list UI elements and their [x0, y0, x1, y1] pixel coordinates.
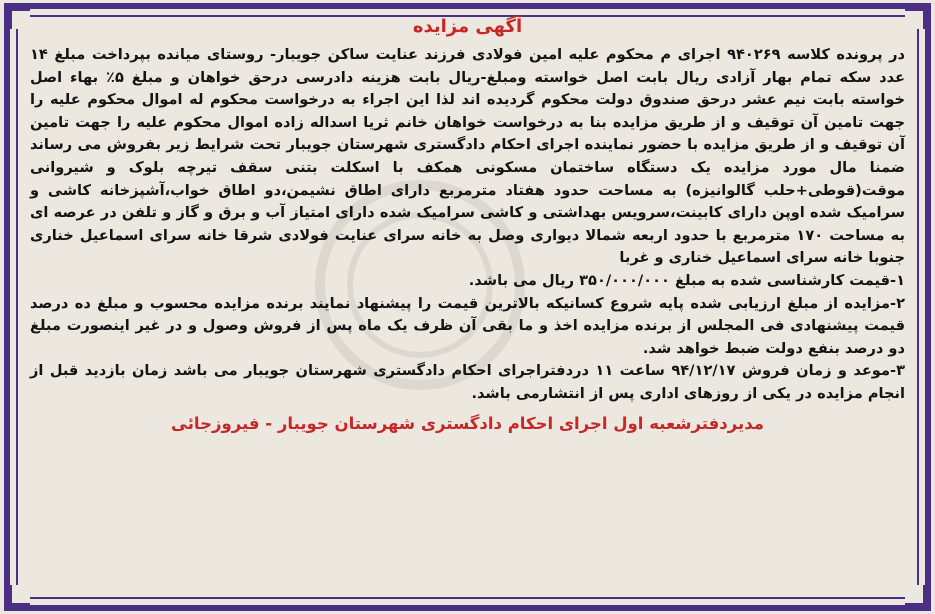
frame-corner-ornament — [8, 585, 30, 607]
frame-corner-ornament — [905, 7, 927, 29]
notice-content — [30, 14, 905, 594]
notice-item-3: ۳-موعد و زمان فروش ۹۴/۱۲/۱۷ ساعت ۱۱ دردفتراجرای احکام دادگستری شهرستان جویبار می باشد زمان بازدید قبل از انجام مزایده در یکی از روزهای اداری پس از انتشارمی باشد. — [30, 362, 905, 402]
notice-item-1: ۱-قیمت کارشناسی شده به مبلغ ۳۵۰/۰۰۰/۰۰۰ ریال می باشد. — [468, 271, 905, 289]
notice-title: آگهی مزایده — [412, 16, 523, 37]
frame-corner-ornament — [905, 585, 927, 607]
notice-item-2: ۲-مزایده از مبلغ ارزیابی شده پایه شروع کسانیکه بالاترین قیمت را پیشنهاد نمایند برنده مزایده محسوب و مبلغ ده درصد قیمت پیشنهادی فی المجلس از برنده مزایده اخذ و ما بقی آن ظرف یک ماه پس از فروش وصول و در غیر اینصورت مبلغ دو درصد بنفع دولت ضبط خواهد شد. — [30, 294, 905, 357]
notice-signature: مدیردفترشعبه اول اجرای احکام دادگستری شهرستان جویبار - فیروزجائی — [171, 413, 764, 433]
frame-corner-ornament — [8, 7, 30, 29]
notice-body: در پرونده کلاسه ۹۴۰۲۶۹ اجرای م محکوم علیه امین فولادی فرزند عنایت ساکن جویبار- روستای میانده بپرداخت مبلغ ۱۴ عدد سکه تمام بهار آزادی ریال بابت اصل خواسته ومبلغ-ریال بابت هزینه دادرسی درحق خواهان و مبلغ ۵٪ بهاء اصل خواسته بابت نیم عشر درحق صندوق دولت محکوم گردیده اند لذا این اجراء به درخواست محکوم له اموال محکوم علیه را جهت تامین آن توقیف و از طریق مزایده بنا به درخواست خواهان خانم ثریا اسداله زاده اموال محکوم علیه را جهت تامین آن توقیف و از طریق مزایده با حضور نماینده اجرای احکام دادگستری شهرستان جویبار تحت شرایط زیر بفروش می رساند ضمنا مال مورد مزایده یک دستگاه ساختمان مسکونی همکف با اسکلت بتنی سقف تیرچه بلوک و شیروانی موقت(قوطی+حلب گالوانیزه) به مساحت حدود هفتاد مترمربع دارای اطاق نشیمن،دو اطاق خواب،آشپزخانه کاشی و سرامیک شده اوپن دارای کابینت،سرویس بهداشتی و کاشی سرامیک شده دارای امتیاز آب و برق و گاز و تلفن در عرصه ای به مساحت ۱۷۰ مترمربع با حدود اربعه شمالا دیواری وصل به خانه سرای عنایت فولادی شرقا خانه سرای اسماعیل خناری جنوبا خانه سرای اسماعیل خناری و غربا — [30, 46, 905, 267]
